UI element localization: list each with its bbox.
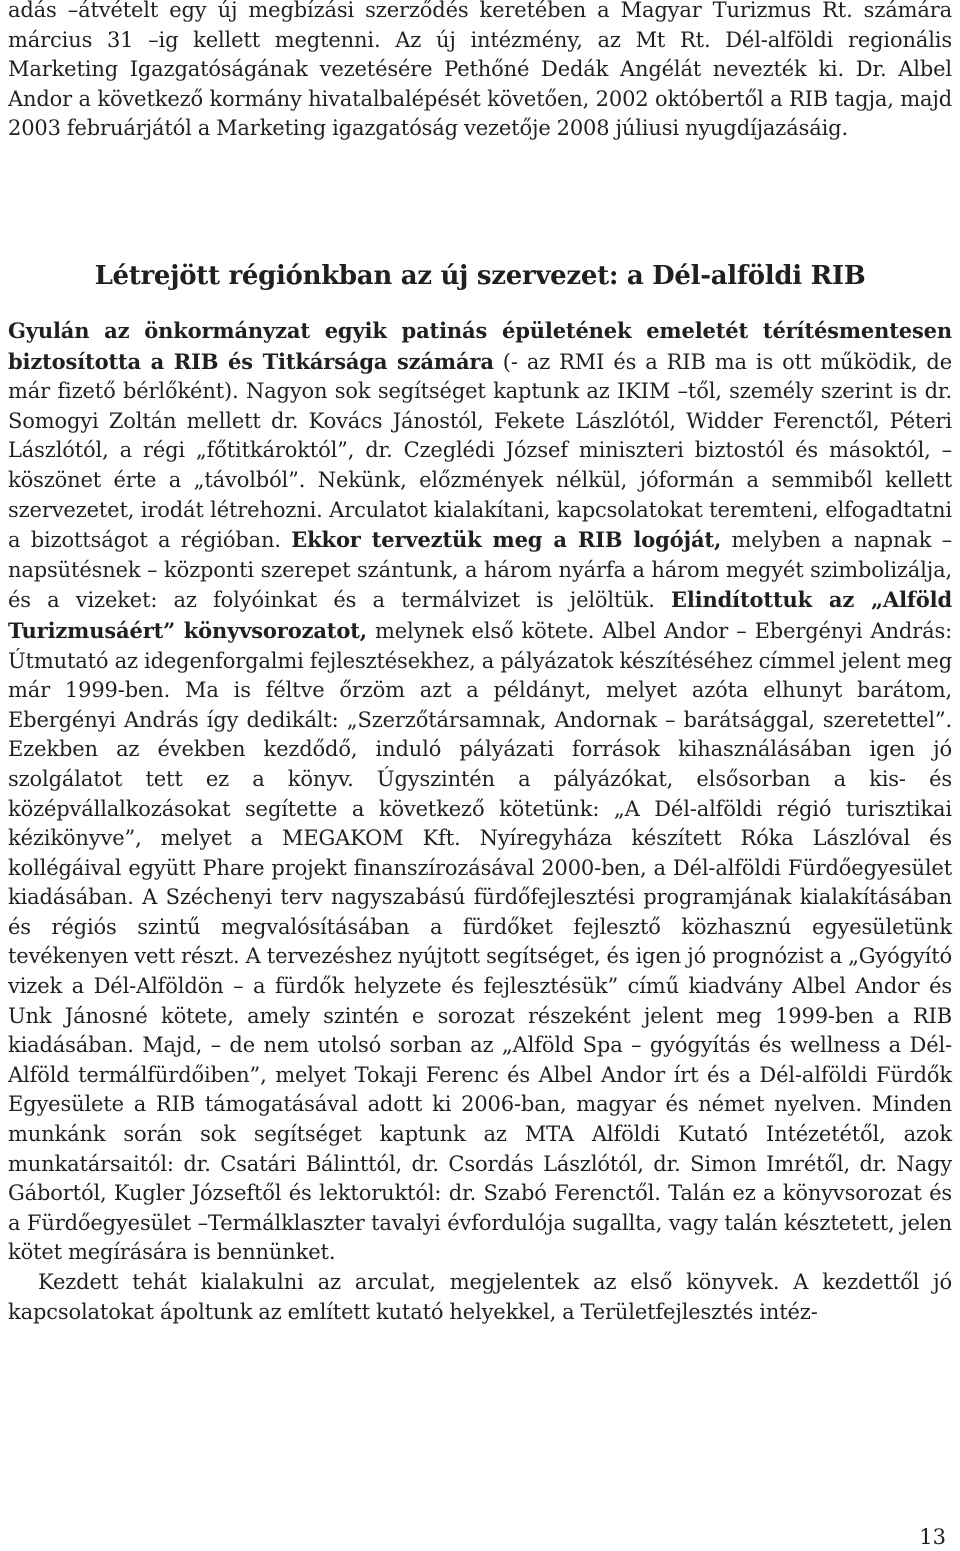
main-paragraph — [8, 316, 952, 1268]
intro-paragraph: adás –átvételt egy új megbízási szerződés keretében a Magyar Turizmus Rt. számára március 31 –ig kellett megtenni. Az új intézmény, az Mt Rt. Dél-alföldi regionális Marketing Igazgatóságának vezetésére Pethőné Dedák Angélát nevezték ki. Dr. Albel Andor a következő kormány hivatalbalépését követően, 2002 októbertől a RIB tagja, majd 2003 februárjától a Marketing igazgatóság vezetője 2008 júliusi nyugdíjazásáig. — [8, 0, 952, 141]
text-run-books: melynek első kötete. Albel Andor – Ebergényi András: Útmutató az idegenforgalmi fejlesztésekhez, a pályázatok készítéséhez címmel jelent meg már 1999-ben. Ma is féltve őrzöm azt a példányt, melyet azóta elhunyt barátom, Ebergényi András így dedikált: „Szerzőtársamnak, Andornak – barátsággal, szeretettel”. Ezekben az években kezdődő, induló pályázati források kihasználásában igen jó szolgálatot tett ez a könyv. Úgyszintén a pályázókat, elsősorban a kis- és középvállalkozásokat segítette a következő kötetünk: „A Dél-alföldi régió turisztikai kézikönyve”, melyet a MEGAKOM Kft. Nyíregyháza készített Róka Lászlóval és kollégáival együtt Phare projekt finanszírozásával 2000-ben, a Dél-alföldi Fürdőegyesület kiadásában. A Széchenyi terv nagyszabású fürdőfejlesztési programjának kialakításában és régiós szintű megvalósításában a fürdőket fejlesztő közhasznú egyesületünk tevékenyen vett részt. A tervezéshez nyújtott segítséget, és igen jó prognózist a „Gyógyító vizek a Dél-Alföldön – a fürdők helyzete és fejlesztésük” című kiadvány Albel Andor és Unk Jánosné kötete, amely szintén e sorozat részeként jelent meg 1999-ben a RIB kiadásában. Majd, – de nem utolsó sorban az „Alföld Spa – gyógyítás és wellness a Dél-Alföld termálfürdőiben”, melyet Tokaji Ferenc és Albel Andor írt és a Dél-alföldi Fürdők Egyesülete a RIB támogatásával adott ki 2006-ban, magyar és német nyelven. Minden munkánk során sok segítséget kaptunk az MTA Alföldi Kutató Intézetétől, azok munkatársaitól: dr. Csatári Bálinttól, dr. Csordás Lászlótól, dr. Simon Imrétől, dr. Nagy Gábortól, Kugler Józseftől és lektoruktól: dr. Szabó Ferenctől. Talán ez a könyvsorozat és a Fürdőegyesület –Termálklaszter tavalyi évfordulója sugallta, vagy talán késztetett, jelen kötet megírására is bennünket. — [8, 618, 952, 1265]
text-run-support: (- az RMI és a RIB ma is ott működik, de már fizető bérlőként). Nagyon sok segítséget kaptunk az IKIM –től, személy szerint is dr. Somogyi Zoltán mellett dr. Kovács Jánostól, Fekete Lászlótól, Widder Ferenctől, Péteri Lászlótól, a régi „főtitkároktól”, dr. Czeglédi József miniszteri biztostól és másoktól, – köszönet érte a „távolból”. Nekünk, előzmények nélkül, jóformán a semmiből kellett szervezetet, irodát létrehozni. Arculatot kialakítani, kapcsolatokat teremteni, elfogadtatni a bizottságot a régióban. — [8, 349, 952, 553]
bold-phrase-logo: Ekkor terveztük meg a RIB logóját, — [291, 527, 722, 553]
body-text — [8, 316, 952, 1327]
bold-phrase-office: Gyulán az önkormányzat egyik patinás épületének emeletét térítésmentesen biztosította a RIB és Titkársága számára — [8, 318, 952, 374]
bold-phrase-book-series: Elindítottuk az „Alföld Turizmusáért” könyvsorozatot, — [8, 587, 953, 643]
section-heading: Létrejött régiónkban az új szervezet: a Dél-alföldi RIB — [94, 261, 866, 291]
document-page — [8, 0, 953, 1549]
text-run-logo: melyben a napnak – napsütésnek – központi szerepet szántunk, a három nyárfa a három megyét szimbolizálja, és a vizeket: az folyóinkat és a termálvizet is jelöltük. — [8, 528, 952, 613]
closing-paragraph: Kezdett tehát kialakulni az arculat, megjelentek az első könyvek. A kezdettől jó kapcsolatokat ápoltunk az említett kutató helyekkel, a Területfejlesztés intéz- — [8, 1270, 952, 1324]
page-number: 13 — [919, 1525, 946, 1549]
